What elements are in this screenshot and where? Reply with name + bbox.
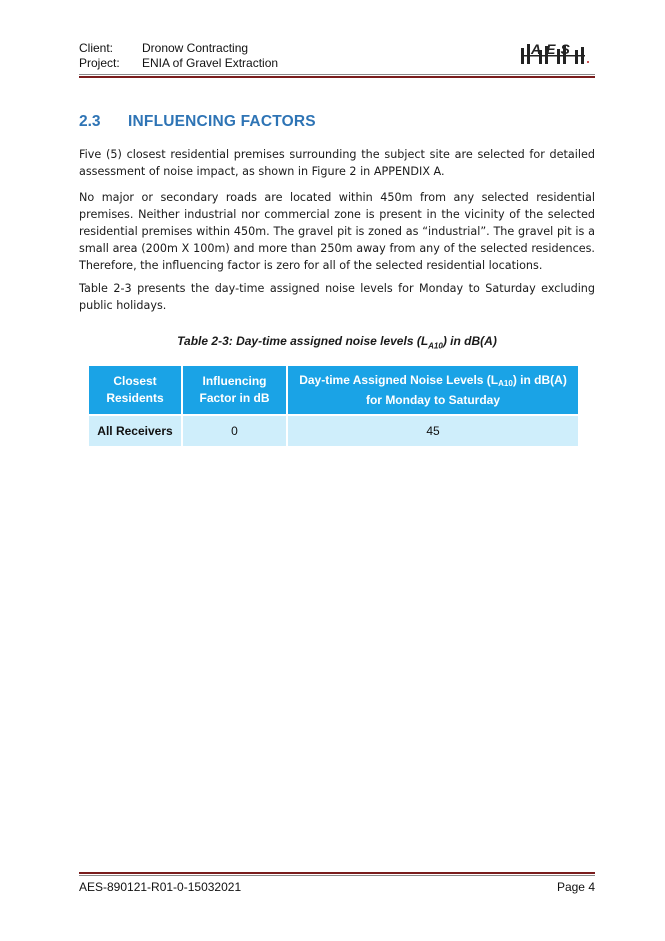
footer-rule-thick [79,872,595,874]
caption-prefix: Table 2-3: Day-time assigned noise levels (L [177,334,429,348]
footer-rule-thin [79,875,595,876]
aes-logo-graphic [519,40,591,66]
header-col3-prefix: Day-time Assigned Noise Levels (L [299,372,499,387]
caption-subscript: A10 [428,341,443,351]
client-label: Client: [79,41,114,55]
paragraph-2: No major or secondary roads are located within 450m from any selected residential premises. Neither industrial nor commercial zone is present in the vicinity of the selected residential premises within 450m. The gravel pit is zoned as “industrial”. The gravel pit is a small area (200m X 100m) and more than 250m away from any of the selected residences. Therefore, the influencing factor is zero for all of the selected residential locations. [79,191,595,272]
header-rule-thin [79,74,595,75]
header-assigned-noise-levels [288,366,578,414]
cell-level: 45 [288,416,578,446]
noise-levels-table [87,364,580,448]
header-col3-suffix: ) in dB(A) for Monday to Saturday [365,372,567,407]
table-header-row [89,366,578,414]
section-number: 2.3 [79,113,101,130]
caption-suffix: ) in dB(A) [442,334,497,348]
header-influencing-factor: Influencing Factor in dB [183,366,286,414]
header-col3-subscript: A10 [498,378,513,388]
paragraph-1: Five (5) closest residential premises surrounding the subject site are selected for detailed assessment of noise impact, as shown in Figure 2 in APPENDIX A. [79,148,595,178]
project-label: Project: [79,56,120,70]
table-caption [79,334,595,350]
aes-logo [519,40,591,66]
client-value: Dronow Contracting [142,41,249,55]
project-value: ENIA of Gravel Extraction [142,56,279,70]
header-closest-residents: Closest Residents [89,366,181,414]
cell-factor: 0 [183,416,286,446]
cell-receiver: All Receivers [89,416,181,446]
section-title: INFLUENCING FACTORS [128,113,316,130]
document-id: AES-890121-R01-0-15032021 [79,880,242,894]
paragraph-3: Table 2-3 presents the day-time assigned noise levels for Monday to Saturday excluding public holidays. [79,282,595,312]
table-row [89,416,578,446]
header-rule-thick [79,76,595,78]
aes-logo-text: AES [531,41,575,57]
page-number: Page 4 [556,880,595,894]
